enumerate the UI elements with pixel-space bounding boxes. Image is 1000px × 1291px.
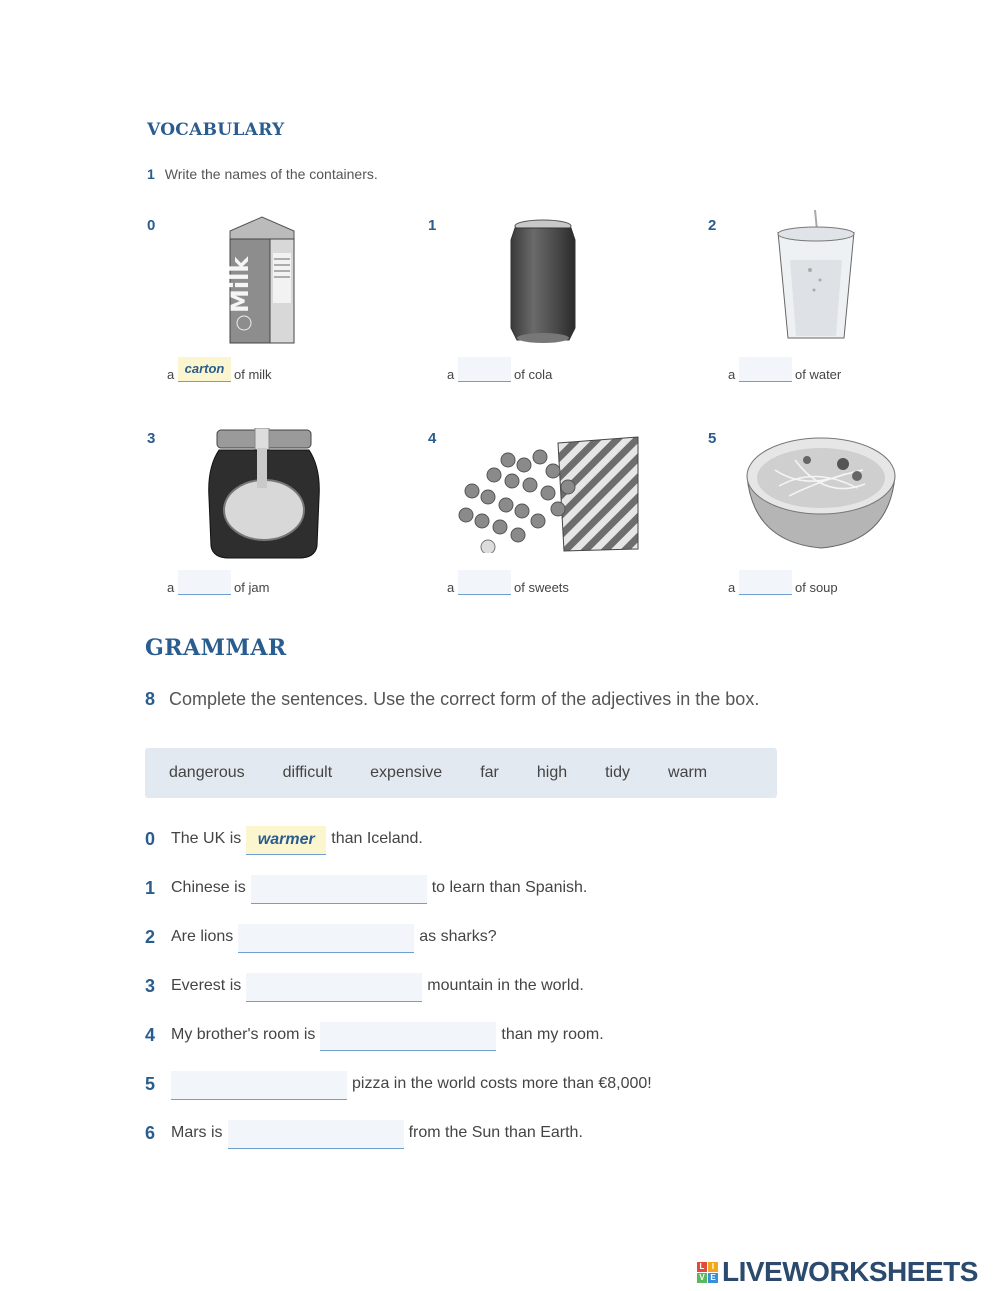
article: a bbox=[447, 367, 455, 382]
caption-0 bbox=[167, 357, 272, 382]
item-number: 1 bbox=[428, 217, 437, 234]
sentence-4 bbox=[145, 1019, 604, 1051]
logo-text: LIVEWORKSHEETS bbox=[722, 1256, 978, 1287]
liveworksheets-logo bbox=[697, 1256, 978, 1288]
sentence-after: as sharks? bbox=[419, 928, 497, 945]
water-glass-image bbox=[770, 210, 862, 345]
article: a bbox=[728, 580, 736, 595]
caption-3 bbox=[167, 570, 269, 595]
sentence-after: from the Sun than Earth. bbox=[408, 1124, 583, 1141]
answer-blank[interactable] bbox=[739, 570, 792, 595]
caption-rest: of sweets bbox=[514, 580, 569, 595]
sentence-before: Mars is bbox=[171, 1124, 223, 1141]
caption-5 bbox=[728, 570, 838, 595]
sentence-number: 2 bbox=[145, 926, 156, 947]
word-box-item: dangerous bbox=[169, 764, 245, 781]
logo-tile: L bbox=[697, 1262, 707, 1272]
sentence-before: Chinese is bbox=[171, 879, 246, 896]
caption-rest: of water bbox=[795, 367, 842, 382]
answer-blank[interactable]: carton bbox=[178, 357, 231, 382]
sweets-packet-image bbox=[458, 435, 640, 553]
vocabulary-instruction bbox=[147, 166, 378, 182]
answer-blank[interactable] bbox=[458, 357, 511, 382]
jam-jar-image bbox=[205, 428, 323, 560]
answer-blank[interactable]: warmer bbox=[246, 826, 326, 855]
sentence-before: My brother's room is bbox=[171, 1026, 316, 1043]
answer-blank[interactable] bbox=[739, 357, 792, 382]
grammar-instruction bbox=[145, 689, 759, 710]
sentence-before: Everest is bbox=[171, 977, 242, 994]
answer-blank[interactable] bbox=[171, 1071, 347, 1100]
answer-blank[interactable] bbox=[228, 1120, 404, 1149]
sentence-before: The UK is bbox=[171, 830, 242, 847]
instruction-text: Write the names of the containers. bbox=[164, 166, 378, 182]
vocabulary-heading: VOCABULARY bbox=[147, 120, 285, 140]
caption-1 bbox=[447, 357, 552, 382]
sentence-3 bbox=[145, 970, 584, 1002]
caption-2 bbox=[728, 357, 841, 382]
article: a bbox=[167, 580, 175, 595]
logo-mark-icon bbox=[697, 1262, 718, 1283]
sentence-after: than my room. bbox=[501, 1026, 604, 1043]
caption-rest: of cola bbox=[514, 367, 553, 382]
milk-carton-image bbox=[222, 213, 302, 345]
logo-tile: E bbox=[708, 1273, 718, 1283]
caption-4 bbox=[447, 570, 569, 595]
item-number: 3 bbox=[147, 430, 156, 447]
sentence-1 bbox=[145, 872, 587, 904]
answer-blank[interactable] bbox=[178, 570, 231, 595]
sentence-number: 4 bbox=[145, 1024, 156, 1045]
sentence-after: pizza in the world costs more than €8,000! bbox=[352, 1075, 652, 1092]
caption-rest: of soup bbox=[795, 580, 838, 595]
grammar-heading: GRAMMAR bbox=[145, 635, 287, 661]
sentence-6 bbox=[145, 1117, 583, 1149]
article: a bbox=[728, 367, 736, 382]
sentence-0 bbox=[145, 823, 423, 855]
answer-blank[interactable] bbox=[251, 875, 427, 904]
cola-can-image bbox=[505, 218, 581, 346]
milk-label: Milk bbox=[226, 256, 254, 313]
sentence-after: to learn than Spanish. bbox=[431, 879, 588, 896]
caption-rest: of jam bbox=[234, 580, 270, 595]
soup-bowl-image bbox=[745, 430, 897, 552]
item-number: 0 bbox=[147, 217, 156, 234]
article: a bbox=[447, 580, 455, 595]
instruction-text: Complete the sentences. Use the correct form of the adjectives in the box. bbox=[169, 689, 760, 709]
word-box-item: far bbox=[480, 764, 499, 781]
word-box-item: tidy bbox=[605, 764, 631, 781]
word-box-item: warm bbox=[668, 764, 708, 781]
word-box-item: expensive bbox=[370, 764, 443, 781]
article: a bbox=[167, 367, 175, 382]
sentence-number: 0 bbox=[145, 828, 156, 849]
sentence-5 bbox=[145, 1068, 652, 1100]
exercise-number: 1 bbox=[147, 166, 155, 182]
answer-blank[interactable] bbox=[246, 973, 422, 1002]
logo-tile: V bbox=[697, 1273, 707, 1283]
sentence-number: 1 bbox=[145, 877, 156, 898]
word-box-item: difficult bbox=[282, 764, 333, 781]
sentence-number: 6 bbox=[145, 1122, 156, 1143]
sentence-after: mountain in the world. bbox=[427, 977, 584, 994]
sentence-2 bbox=[145, 921, 497, 953]
item-number: 4 bbox=[428, 430, 437, 447]
answer-blank[interactable] bbox=[458, 570, 511, 595]
word-box bbox=[145, 748, 777, 798]
sentence-number: 3 bbox=[145, 975, 156, 996]
word-box-item: high bbox=[536, 764, 568, 781]
caption-rest: of milk bbox=[234, 367, 272, 382]
logo-tile: I bbox=[708, 1262, 718, 1272]
answer-blank[interactable] bbox=[320, 1022, 496, 1051]
item-number: 2 bbox=[708, 217, 717, 234]
item-number: 5 bbox=[708, 430, 717, 447]
exercise-number: 8 bbox=[145, 689, 156, 709]
sentence-number: 5 bbox=[145, 1073, 156, 1094]
sentence-after: than Iceland. bbox=[331, 830, 423, 847]
sentence-before: Are lions bbox=[171, 928, 234, 945]
answer-blank[interactable] bbox=[238, 924, 414, 953]
